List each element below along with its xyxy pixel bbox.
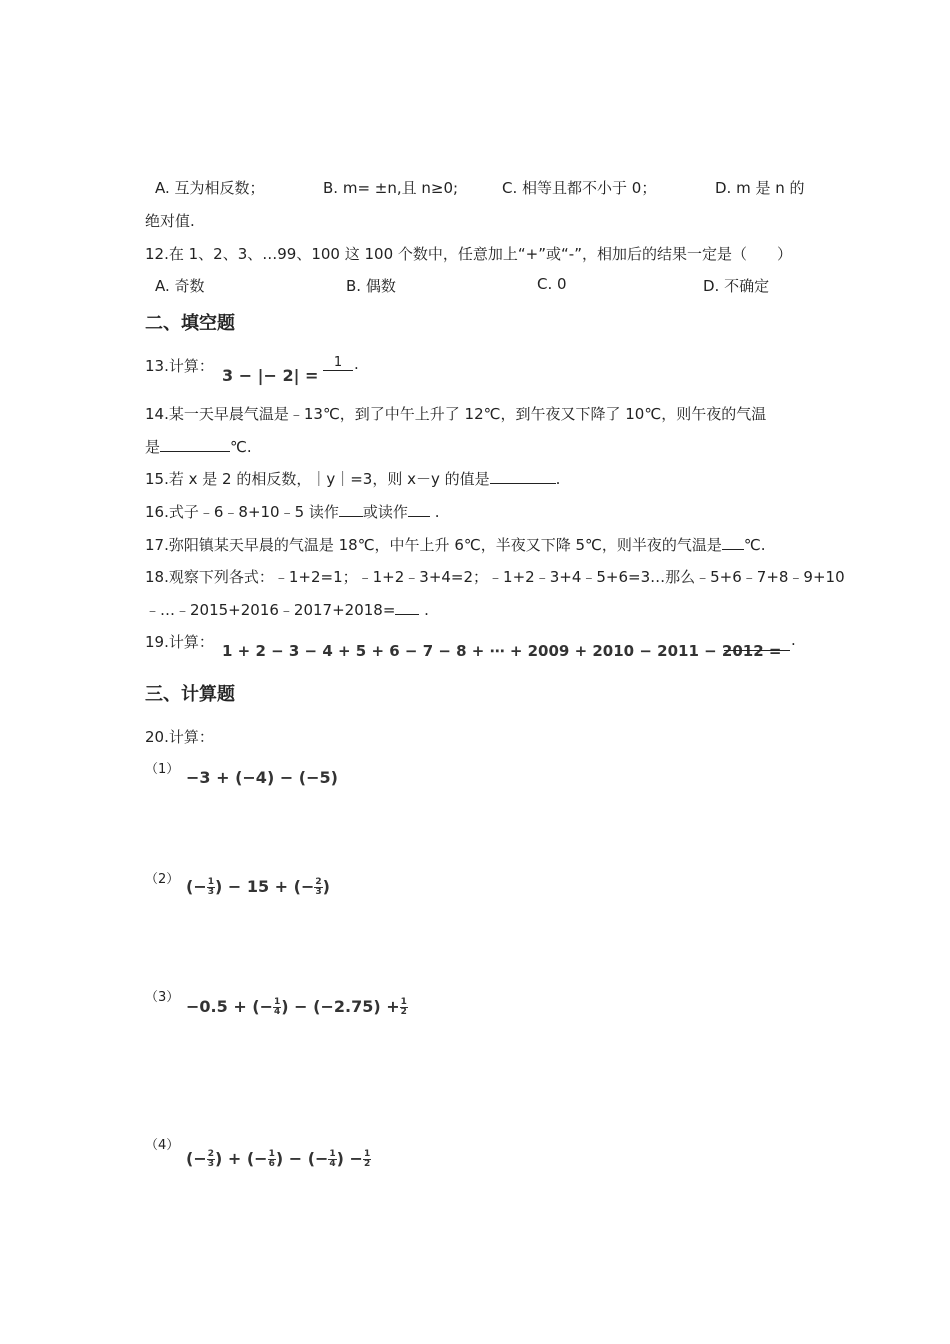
q19-period: . (791, 631, 796, 649)
q20-part4-fraction-2 (268, 1150, 276, 1169)
q20-part4-number: （4） (145, 1138, 180, 1153)
q20-part1-expression: −3 + (−4) − (−5) (186, 768, 338, 787)
q20-part2-expression (186, 877, 330, 897)
q16-middle: 或读作 (362, 503, 408, 521)
fraction-denominator: 2 (400, 1007, 407, 1017)
q14-line1: 14.某一天早晨气温是﹣13℃，到了中午上升了 12℃，到午夜又下降了 10℃，则午夜的气温 (145, 405, 767, 423)
fraction-denominator: 4 (329, 1159, 336, 1169)
q16-line (145, 501, 439, 522)
q18-blank (395, 602, 419, 615)
fraction-denominator: 3 (207, 1159, 214, 1169)
q11-option-d: D. m 是 n 的 (715, 179, 805, 197)
fraction-denominator: 6 (268, 1159, 275, 1169)
fraction-numerator: 1 (329, 1149, 336, 1159)
q13-expression: 3 − |− 2| = (222, 366, 319, 385)
fraction-denominator: 3 (207, 887, 214, 897)
fraction-denominator: 4 (274, 1007, 281, 1017)
q18-prefix: ﹣…﹣2015+2016﹣2017+2018= (145, 601, 396, 619)
q16-prefix: 16.式子﹣6﹣8+10﹣5 读作 (145, 503, 339, 521)
q20-part1-number: （1） (145, 762, 180, 777)
q14-blank (160, 439, 230, 452)
q20-part2-fraction-1 (207, 878, 215, 897)
q16-suffix: . (429, 503, 440, 521)
q11-option-c: C. 相等且都不小于 0； (502, 179, 657, 197)
q19-blank (724, 636, 790, 651)
q12-option-b: B. 偶数 (346, 277, 396, 295)
q20-part2-close: ) (322, 877, 330, 896)
fraction-numerator: 1 (268, 1149, 275, 1159)
q11-option-b: B. m= ±n,且 n≥0; (323, 179, 459, 197)
q11-option-d-continued: 绝对值. (145, 212, 195, 230)
q12-option-d: D. 不确定 (703, 277, 770, 295)
fraction-numerator: 2 (207, 1149, 214, 1159)
q12-option-a: A. 奇数 (155, 277, 205, 295)
q19-label: 19.计算： (145, 633, 214, 651)
q20-part4-fraction-4 (363, 1150, 371, 1169)
q20-part2-middle: ) − 15 + (− (214, 877, 315, 896)
q15-line (145, 468, 560, 489)
q20-label: 20.计算： (145, 728, 214, 746)
q20-part4-plus: ) + (− (214, 1149, 268, 1168)
q20-part4-expression (186, 1149, 371, 1169)
q13-period: . (354, 355, 359, 373)
section-heading-calculation: 三、计算题 (145, 684, 235, 705)
q15-suffix: . (555, 470, 561, 488)
q14-prefix: 是 (145, 438, 161, 456)
q19-expression: 1 + 2 − 3 − 4 + 5 + 6 − 7 − 8 + ⋯ + 2009 + 2010 − 2011 − 2012 = (222, 642, 782, 660)
q13-label: 13.计算： (145, 357, 214, 375)
q20-part4-fraction-1 (207, 1150, 215, 1169)
fraction-numerator: 1 (207, 877, 214, 887)
q20-part3-number: （3） (145, 990, 180, 1005)
q16-blank-1 (339, 504, 363, 517)
q20-part3-middle: ) − (−2.75) + (281, 997, 400, 1016)
q17-line (145, 534, 766, 555)
q20-part3-fraction-2 (400, 998, 408, 1017)
q20-part4-tail: ) − (336, 1149, 363, 1168)
q12-option-c: C. 0 (537, 275, 567, 293)
fraction-denominator: 2 (363, 1159, 371, 1169)
q15-blank (490, 471, 556, 484)
q20-part2-number: （2） (145, 872, 180, 887)
fraction-denominator: 3 (315, 887, 322, 897)
q11-option-a: A. 互为相反数； (155, 179, 265, 197)
q20-part3-expression (186, 997, 408, 1017)
q18-line1: 18.观察下列各式：﹣1+2=1；﹣1+2﹣3+4=2；﹣1+2﹣3+4﹣5+6=3…那么﹣5+6﹣7+8﹣9+10 (145, 568, 845, 586)
q20-part2-fraction-2 (314, 878, 322, 897)
q20-part4-open: (− (186, 1149, 207, 1168)
q17-prefix: 17.弥阳镇某天早晨的气温是 18℃，中午上升 6℃，半夜又下降 5℃，则半夜的气温是 (145, 536, 722, 554)
q17-suffix: ℃. (743, 536, 766, 554)
q16-blank-2 (408, 504, 430, 517)
q18-suffix: . (419, 601, 429, 619)
q20-part4-minus: ) − (− (275, 1149, 329, 1168)
fraction-numerator: 1 (400, 997, 407, 1007)
q20-part2-open: (− (186, 877, 207, 896)
q13-answer: 1 (323, 356, 353, 371)
q20-part3-open: −0.5 + (− (186, 997, 274, 1016)
q14-suffix: ℃. (230, 438, 252, 456)
fraction-numerator: 2 (315, 877, 322, 887)
q14-line2 (145, 436, 252, 457)
q20-part4-fraction-3 (328, 1150, 336, 1169)
q18-line2 (145, 599, 429, 620)
fraction-numerator: 1 (363, 1149, 371, 1159)
fraction-numerator: 1 (274, 997, 281, 1007)
section-heading-fill-in: 二、填空题 (145, 313, 235, 334)
q17-blank (722, 537, 744, 550)
q12-stem: 12.在 1、2、3、…99、100 这 100 个数中，任意加上“+”或“-”，相加后的结果一定是（ ） (145, 245, 792, 263)
q15-prefix: 15.若 x 是 2 的相反数，｜y｜=3，则 x－y 的值是 (145, 470, 490, 488)
